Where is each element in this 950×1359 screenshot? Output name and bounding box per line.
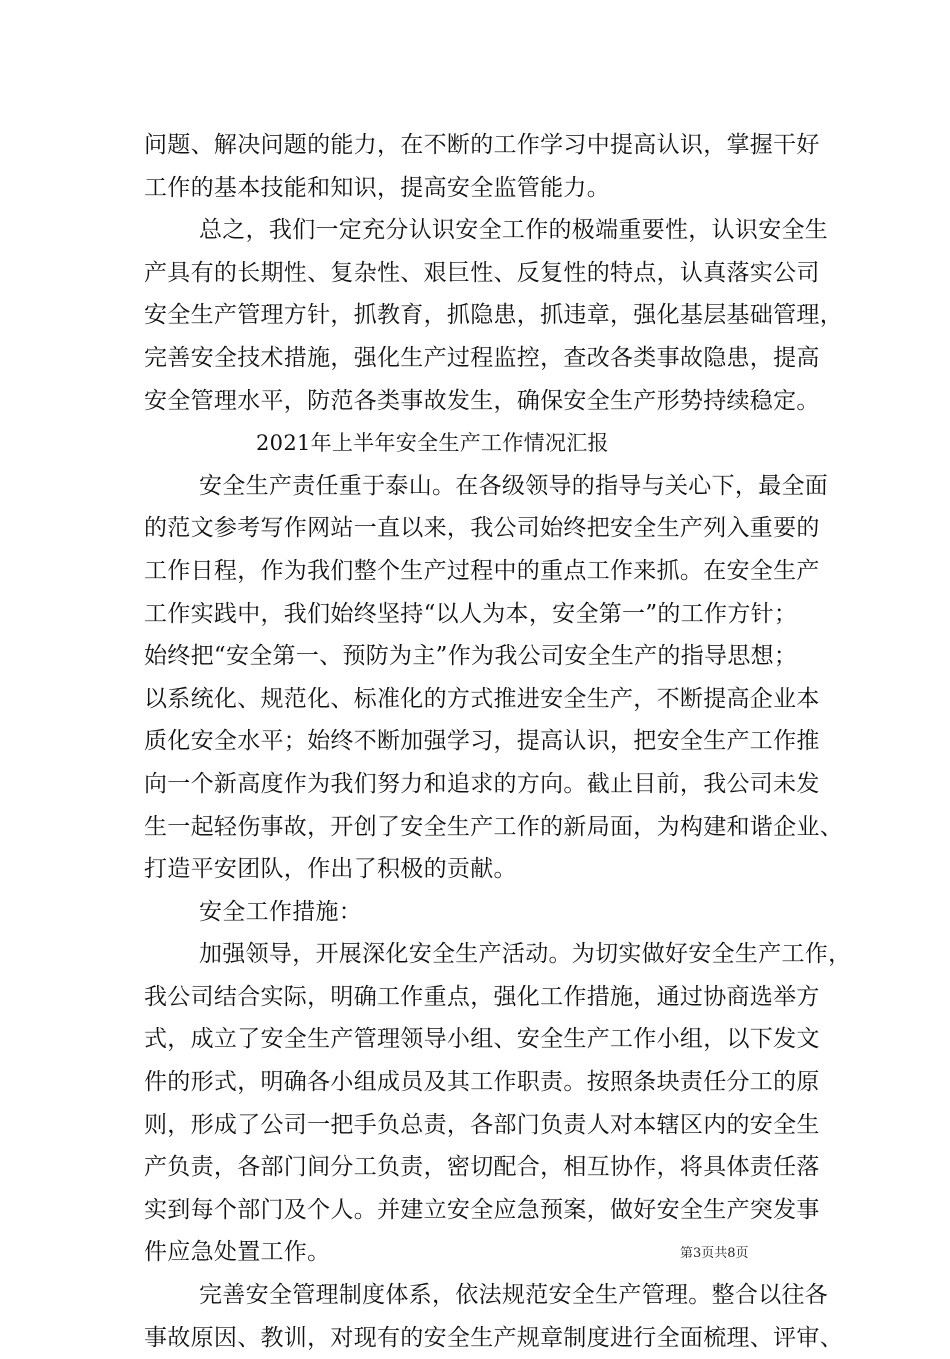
text-line: 件应急处置工作。 (144, 1239, 331, 1266)
text-line: 工作日程，作为我们整个生产过程中的重点工作来抓。在安全生产 (144, 557, 820, 584)
text-line: 工作实践中，我们始终坚持“以人为本，安全第一”的工作方针； (144, 600, 798, 627)
paragraph-start-line: 加强领导，开展深化安全生产活动。为切实做好安全生产工作， (199, 941, 852, 968)
text-line: 产负责，各部门间分工负责，密切配合，相互协作，将具体责任落 (144, 1154, 820, 1181)
text-line: 件的形式，明确各小组成员及其工作职责。按照条块责任分工的原 (144, 1069, 820, 1096)
text-line: 完善安全技术措施，强化生产过程监控，查改各类事故隐患，提高 (144, 344, 820, 371)
text-line: 式，成立了安全生产管理领导小组、安全生产工作小组，以下发文 (144, 1026, 820, 1053)
paragraph-start-line: 总之，我们一定充分认识安全工作的极端重要性，认识安全生 (199, 217, 829, 244)
text-line: 事故原因、教训，对现有的安全生产规章制度进行全面梳理、评审、 (144, 1324, 843, 1351)
text-line: 向一个新高度作为我们努力和追求的方向。截止目前，我公司未发 (144, 770, 820, 797)
text-line: 则，形成了公司一把手负总责，各部门负责人对本辖区内的安全生 (144, 1111, 820, 1138)
text-line: 以系统化、规范化、标准化的方式推进安全生产，不断提高企业本 (144, 685, 820, 712)
body-text (144, 124, 852, 1359)
text-line: 安全生产管理方针，抓教育，抓隐患，抓违章，强化基层基础管理， (144, 302, 843, 329)
text-line: 打造平安团队，作出了积极的贡献。 (144, 856, 517, 883)
text-line: 产具有的长期性、复杂性、艰巨性、反复性的特点，认真落实公司 (144, 259, 820, 286)
text-line: 工作的基本技能和知识，提高安全监管能力。 (144, 174, 610, 201)
text-line: 生一起轻伤事故，开创了安全生产工作的新局面，为构建和谐企业、 (144, 813, 843, 840)
text-line: 我公司结合实际，明确工作重点，强化工作措施，通过协商选举方 (144, 983, 820, 1010)
section-title: 2021年上半年安全生产工作情况汇报 (256, 431, 609, 456)
text-line: 质化安全水平；始终不断加强学习，提高认识，把安全生产工作推 (144, 728, 820, 755)
paragraph-start-line: 安全生产责任重于泰山。在各级领导的指导与关心下，最全面 (199, 472, 829, 499)
paragraph-start-line: 完善安全管理制度体系，依法规范安全生产管理。整合以往各 (199, 1282, 829, 1309)
text-line: 安全管理水平，防范各类事故发生，确保安全生产形势持续稳定。 (144, 387, 820, 414)
text-line: 始终把“安全第一、预防为主”作为我公司安全生产的指导思想； (144, 643, 798, 670)
text-line: 实到每个部门及个人。并建立安全应急预案，做好安全生产突发事 (144, 1196, 820, 1223)
page-number-footer: 第3页共8页 (680, 1246, 749, 1261)
text-line: 问题、解决问题的能力，在不断的工作学习中提高认识，掌握干好 (144, 132, 820, 158)
paragraph-start-line: 安全工作措施： (199, 898, 363, 925)
text-line: 的范文参考写作网站一直以来，我公司始终把安全生产列入重要的 (144, 515, 820, 542)
